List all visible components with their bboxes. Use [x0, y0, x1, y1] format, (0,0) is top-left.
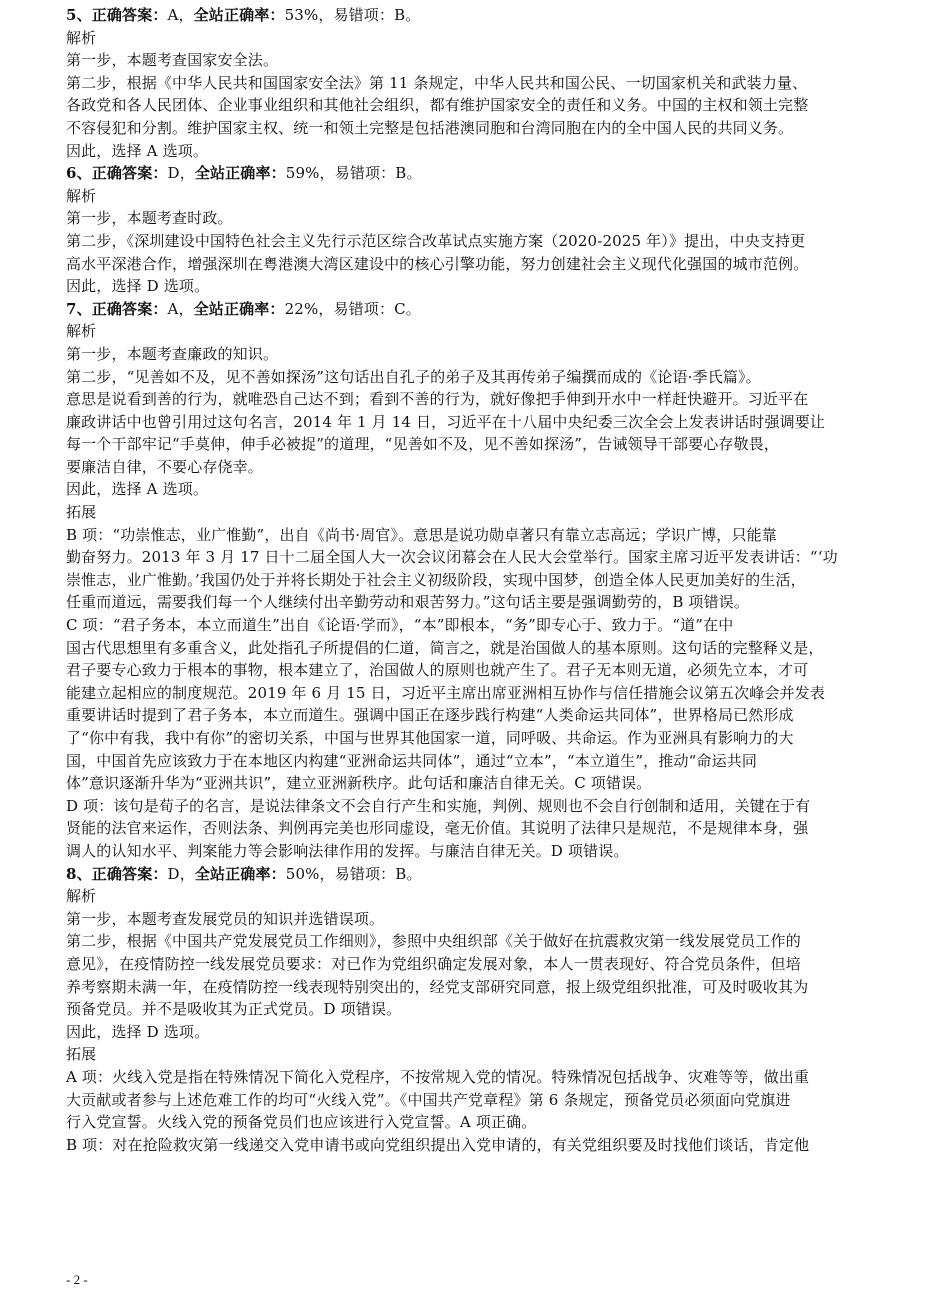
q8-body — [66, 885, 886, 1156]
q8-text-line: 预备党员。并不是吸收其为正式党员。D 项错误。 — [66, 1000, 402, 1019]
q8-text-line: 大贡献或者参与上述危难工作的均可“火线入党”。《中国共产党章程》第 6 条规定，预备党员必须面向党旗进 — [66, 1090, 791, 1109]
q5-text-line: 第二步，根据《中华人民共和国国家安全法》第 11 条规定，中华人民共和国公民、一切国家机关和武装力量、 — [66, 73, 808, 92]
q8-text-line: 第二步，根据《中国共产党发展党员工作细则》，参照中央组织部《关于做好在抗震救灾第一线发展党员工作的 — [66, 932, 801, 951]
q7-text-line: D 项：该句是荀子的名言，是说法律条文不会自行产生和实施，判例、规则也不会自行创制和适用，关键在于有 — [66, 796, 811, 815]
q5-body — [66, 27, 886, 163]
q8-text-line: A 项：火线入党是指在特殊情况下简化入党程序，不按常规入党的情况。特殊情况包括战争、灾难等等，做出重 — [66, 1067, 810, 1086]
q7-text-line: 解析 — [66, 322, 97, 341]
q7-text-line: 国，中国首先应该致力于在本地区内构建“亚洲命运共同体”，通过“立本”，“本立道生”，推动“命运共同 — [66, 751, 758, 770]
q5-text-line: 各政党和各人民团体、企业事业组织和其他社会组织，都有维护国家安全的责任和义务。中国的主权和领土完整 — [66, 96, 809, 115]
q5-text-line: 不容侵犯和分割。维护国家主权、统一和领土完整是包括港澳同胞和台湾同胞在内的全中国人民的共同义务。 — [66, 118, 794, 137]
q8-text-line: 因此，选择 D 选项。 — [66, 1022, 210, 1041]
q7-text-line: 了“你中有我，我中有你”的密切关系，中国与世界其他国家一道，同呼吸、共命运。作为亚洲具有影响力的大 — [66, 729, 794, 747]
q7-text-line: 意思是说看到善的行为，就唯恐自己达不到；看到不善的行为，就好像把手伸到开水中一样赶快避开。习近平在 — [66, 390, 809, 409]
q6-text-line: 第一步，本题考查时政。 — [66, 209, 233, 228]
q7-body — [66, 320, 886, 862]
q7-text-line: 第二步，“见善如不及，见不善如探汤”这句话出自孔子的弟子及其再传弟子编撰而成的《论语·季氏篇》。 — [66, 367, 761, 386]
q7-text-line: 能建立起相应的制度规范。2019 年 6 月 15 日，习近平主席出席亚洲相互协作与信任措施会议第五次峰会并发表 — [66, 683, 826, 702]
q8-header: 8、正确答案：D，全站正确率：50%，易错项：B。 — [66, 864, 422, 883]
q8-text-line: 养考察期未满一年，在疫情防控一线表现特别突出的，经党支部研究同意，报上级党组织批准，可及时吸收其为 — [66, 977, 809, 996]
q7-text-line: 重要讲话时提到了君子务本，本立而道生。强调中国正在逐步践行构建“人类命运共同体”，世界格局已然形成 — [66, 706, 794, 725]
q7-text-line: 崇惟志，业广惟勤。’我国仍处于并将长期处于社会主义初级阶段，实现中国梦，创造全体人民更加美好的生活， — [66, 570, 806, 589]
q7-text-line: C 项：“君子务本，本立而道生”出自《论语·学而》，“本”即根本，“务”即专心于、致力于。“道”在中 — [66, 616, 734, 635]
q7-text-line: 廉政讲话中也曾引用过这句名言，2014 年 1 月 14 日，习近平在十八届中央纪委三次全会上发表讲话时强调要让 — [66, 412, 826, 431]
q6-header: 6、正确答案：D，全站正确率：59%，易错项：B。 — [66, 164, 422, 183]
q7-text-line: 体”意识逐渐升华为“亚洲共识”，建立亚洲新秩序。此句话和廉洁自律无关。C 项错误。 — [66, 774, 652, 793]
q8-text-line: 意见》，在疫情防控一线发展党员要求：对已作为党组织确定发展对象，本人一贯表现好、符合党员条件，但培 — [66, 954, 801, 973]
q7-text-line: 国古代思想里有多重含义，此处指孔子所提倡的仁道，简言之，就是治国做人的基本原则。这句话的完整释义是， — [66, 638, 824, 657]
q7-header: 7、正确答案：A，全站正确率：22%，易错项：C。 — [66, 299, 421, 318]
q8-text-line: 行入党宣誓。火线入党的预备党员们也应该进行入党宣誓。A 项正确。 — [66, 1113, 537, 1132]
q8-text-line: 第一步，本题考查发展党员的知识并选错误项。 — [66, 909, 385, 928]
q7-text-line: 勤奋努力。2013 年 3 月 17 日十二届全国人大一次会议闭幕会在人民大会堂举行。国家主席习近平发表讲话：“‘功 — [66, 548, 838, 567]
q7-text-line: B 项：“功崇惟志，业广惟勤”，出自《尚书·周官》。意思是说功勋卓著只有靠立志高远；学识广博，只能靠 — [66, 525, 777, 544]
q7-text-line: 任重而道远，需要我们每一个人继续付出辛勤劳动和艰苦努力。”这句话主要是强调勤劳的，B 项错误。 — [66, 593, 750, 612]
q6-body — [66, 185, 886, 298]
q7-text-line: 调人的认知水平、判案能力等会影响法律作用的发挥。与廉洁自律无关。D 项错误。 — [66, 841, 629, 860]
q6-text-line: 因此，选择 D 选项。 — [66, 277, 210, 296]
q7-text-line: 第一步，本题考查廉政的知识。 — [66, 344, 279, 363]
q7-text-line: 因此，选择 A 选项。 — [66, 480, 209, 499]
q7-text-line: 君子要专心致力于根本的事物，根本建立了，治国做人的原则也就产生了。君子无本则无道，必须先立本，才可 — [66, 661, 809, 680]
q8-text-line: 拓展 — [66, 1045, 97, 1064]
q7-text-line: 拓展 — [66, 503, 97, 522]
q8-text-line: 解析 — [66, 887, 97, 906]
page-number: - 2 - — [66, 1272, 88, 1287]
q7-text-line: 贤能的法官来运作，否则法条、判例再完美也形同虚设，毫无价值。其说明了法律只是规范，不是规律本身，强 — [66, 819, 809, 838]
q6-text-line: 高水平深港合作，增强深圳在粤港澳大湾区建设中的核心引擎功能，努力创建社会主义现代化强国的城市范例。 — [66, 254, 809, 273]
q5-text-line: 解析 — [66, 28, 97, 47]
q5-text-line: 因此，选择 A 选项。 — [66, 141, 209, 160]
q7-text-line: 要廉洁自律，不要心存侥幸。 — [66, 457, 263, 476]
q8-text-line: B 项：对在抢险救灾第一线递交入党申请书或向党组织提出入党申请的，有关党组织要及时找他们谈话，肯定他 — [66, 1135, 810, 1154]
answer-explanations — [66, 4, 886, 1156]
q5-text-line: 第一步，本题考查国家安全法。 — [66, 51, 279, 70]
q6-text-line: 解析 — [66, 186, 97, 205]
q6-text-line: 第二步，《深圳建设中国特色社会主义先行示范区综合改革试点实施方案（2020-2025 年）》提出，中央支持更 — [66, 231, 806, 250]
q7-text-line: 每一个干部牢记“手莫伸，伸手必被捉”的道理，“见善如不及，见不善如探汤”，告诫领导干部要心存敬畏， — [66, 435, 780, 454]
q5-header: 5、正确答案：A，全站正确率：53%，易错项：B。 — [66, 6, 421, 24]
